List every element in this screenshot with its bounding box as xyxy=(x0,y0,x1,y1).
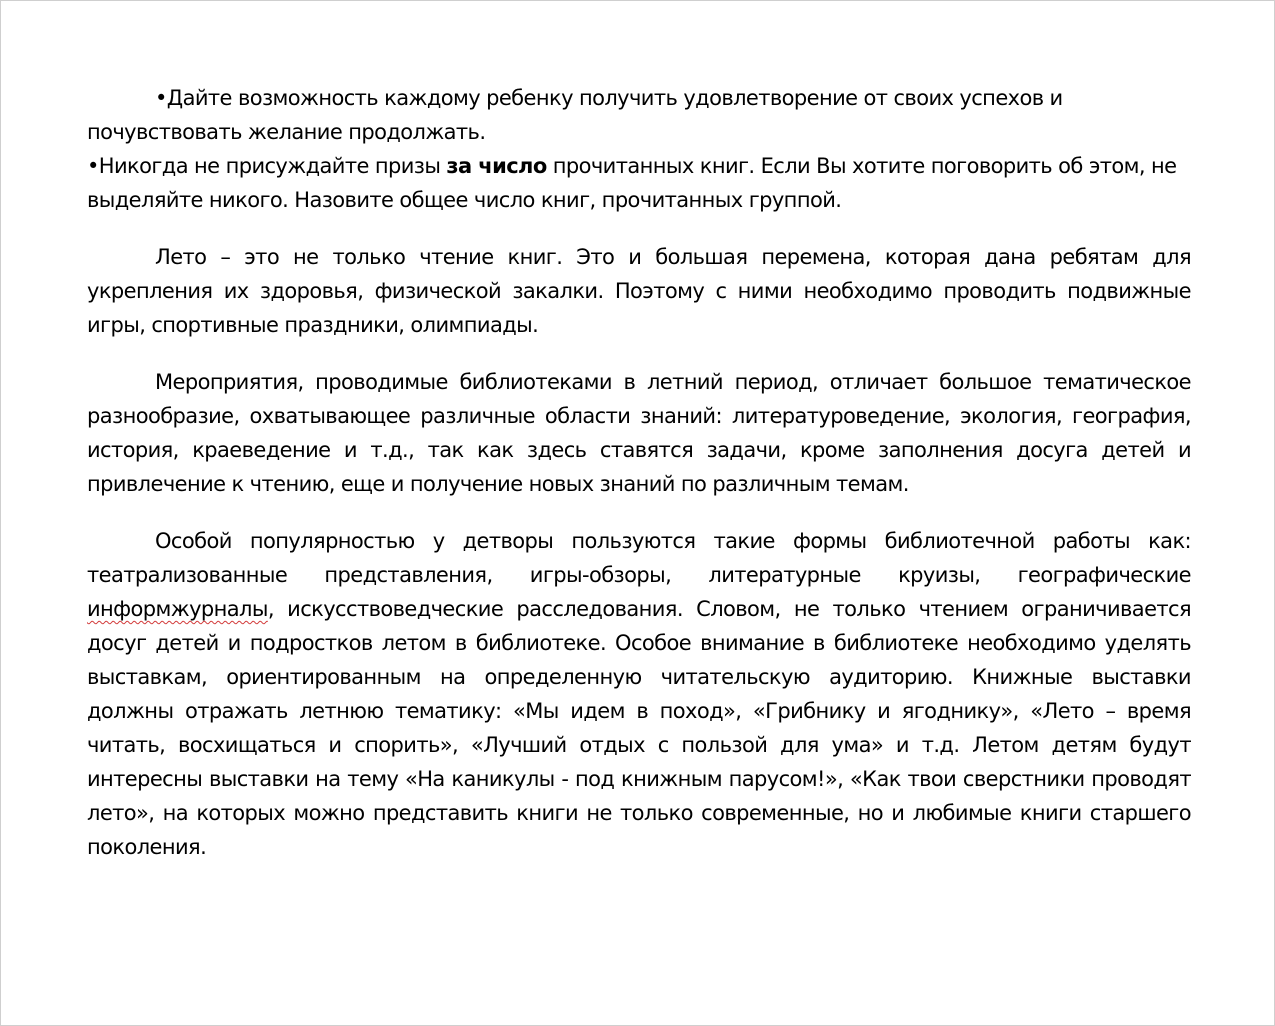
bullet-second-text-start: •Никогда не присуждайте призы xyxy=(87,154,447,178)
paragraph-summer-activities: Лето – это не только чтение книг. Это и большая перемена, которая дана ребятам для укрепления их здоровья, физической закалки. Поэтому с ними необходимо проводить подвижные игры, спортивные праздники, олимпиады. xyxy=(87,245,1191,337)
paragraph-popular-forms-end: , искусствоведческие расследования. Словом, не только чтением ограничивается досуг детей и подростков летом в библиотеке. Особое внимание в библиотеке необходимо уделять выставкам, ориентированным на определенную читательскую аудиторию. Книжные выставки должны отражать летнюю тематику: «Мы идем в поход», «Грибнику и ягоднику», «Лето – время читать, восхищаться и спорить», «Лучший отдых с пользой для ума» и т.д. Летом детям будут интересны выставки на тему «На каникулы - под книжным парусом!», «Как твои сверстники проводят лето», на которых можно представить книги не только современные, но и любимые книги старшего поколения. xyxy=(87,597,1191,859)
bullet-item-first: •Дайте возможность каждому ребенку получить удовлетворение от своих успехов и почувствовать желание продолжать. xyxy=(87,86,1063,144)
paragraph-popular-forms xyxy=(87,524,1191,864)
paragraph-popular-forms-start: Особой популярностью у детворы пользуются такие формы библиотечной работы как: театрализованные представления, игры-обзоры, литературные круизы, географические xyxy=(87,529,1191,587)
bullet-second-bold-text: за число xyxy=(446,154,547,178)
spellcheck-flagged-word[interactable]: информжурналы xyxy=(87,597,268,621)
bullet-item-second xyxy=(87,149,1191,217)
paragraph-library-events: Мероприятия, проводимые библиотеками в летний период, отличает большое тематическое разнообразие, охватывающее различные области знаний: литературоведение, экология, география, история, краеведение и т.д., так как здесь ставятся задачи, кроме заполнения досуга детей и привлечение к чтению, еще и получение новых знаний по различным темам. xyxy=(87,370,1191,496)
document-body xyxy=(87,81,1191,864)
bullet-second-text-end: прочитанных книг. Если Вы хотите поговорить об этом, не выделяйте никого. Назовите общее число книг, прочитанных группой. xyxy=(87,154,1177,212)
